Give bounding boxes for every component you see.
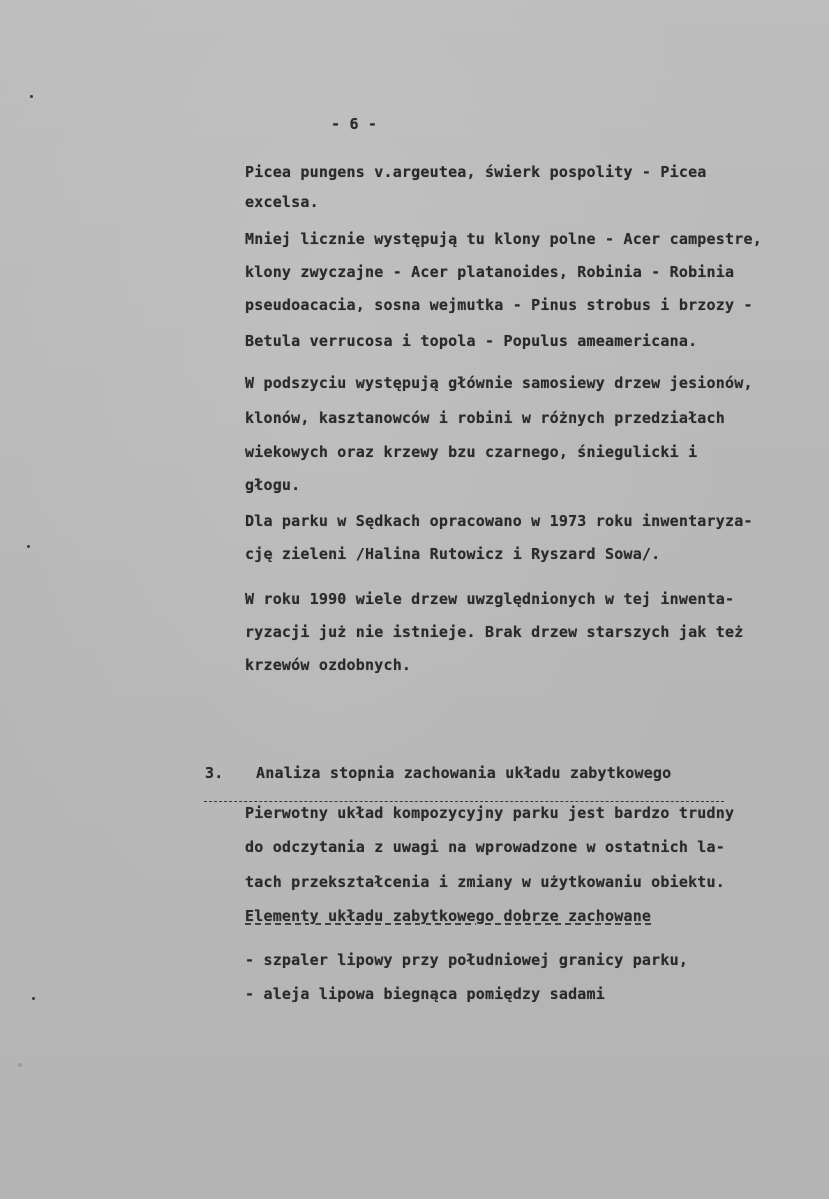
section-line: do odczytania z uwagi na wprowadzone w ostatnich la- <box>245 838 725 856</box>
body-line: W roku 1990 wiele drzew uwzględnionych w tej inwenta- <box>245 590 735 608</box>
body-line: Betula verrucosa i topola - Populus ameamericana. <box>245 332 698 350</box>
scan-speck <box>32 997 35 1000</box>
body-line: krzewów ozdobnych. <box>245 656 412 674</box>
section-line: tach przekształcenia i zmiany w użytkowaniu obiektu. <box>245 873 725 891</box>
bullet-item: - szpaler lipowy przy południowej granicy parku, <box>245 951 689 969</box>
scan-speck <box>18 1063 22 1067</box>
body-line: Dla parku w Sędkach opracowano w 1973 roku inwentaryza- <box>245 512 753 530</box>
body-line: pseudoacacia, sosna wejmutka - Pinus strobus i brzozy - <box>245 296 753 314</box>
body-line: klony zwyczajne - Acer platanoides, Robinia - Robinia <box>245 263 735 281</box>
subheading: Elementy układu zabytkowego dobrze zachowane <box>245 907 652 925</box>
body-line: ryzacji już nie istnieje. Brak drzew starszych jak też <box>245 623 744 641</box>
section-title: Analiza stopnia zachowania układu zabytkowego <box>256 764 672 782</box>
body-line: Mniej licznie występują tu klony polne - Acer campestre, <box>245 230 762 248</box>
section-number: 3. <box>205 764 224 782</box>
body-line: głogu. <box>245 476 301 494</box>
body-line: Picea pungens v.argeutea, świerk pospolity - Picea <box>245 163 707 181</box>
body-line: excelsa. <box>245 193 319 211</box>
section-line: Pierwotny układ kompozycyjny parku jest bardzo trudny <box>245 804 735 822</box>
body-line: klonów, kasztanowców i robini w różnych przedziałach <box>245 409 725 427</box>
section-underline <box>204 801 724 802</box>
body-line: cję zieleni /Halina Rutowicz i Ryszard Sowa/. <box>245 545 661 563</box>
page-number: - 6 - <box>331 115 378 133</box>
bullet-item: - aleja lipowa biegnąca pomiędzy sadami <box>245 985 605 1003</box>
scan-speck <box>27 545 30 548</box>
scan-speck <box>30 95 33 98</box>
body-line: W podszyciu występują głównie samosiewy drzew jesionów, <box>245 374 753 392</box>
body-line: wiekowych oraz krzewy bzu czarnego, śniegulicki i <box>245 443 698 461</box>
